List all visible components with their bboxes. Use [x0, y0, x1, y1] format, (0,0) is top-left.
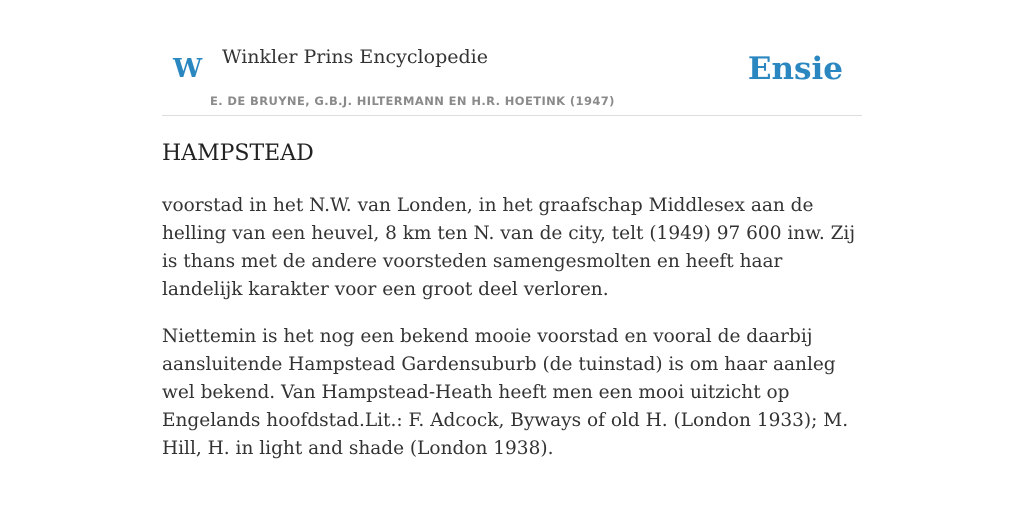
source-logo[interactable]: W [173, 54, 203, 84]
source-authors: E. DE BRUYNE, G.B.J. HILTERMANN EN H.R. HOETINK (1947) [210, 94, 615, 108]
header-divider [162, 115, 862, 116]
article-paragraph: Niettemin is het nog een bekend mooie voorstad en vooral de daarbij aansluitende Hampstead Gardensuburb (de tuinstad) is om haar aanleg wel bekend. Van Hampstead-Heath heeft men een mooi uitzicht op Engelands hoofdstad.Lit.: F. Adcock, Byways of old H. (London 1933); M. Hill, H. in light and shade (London 1938). [162, 326, 849, 459]
article-paragraph: voorstad in het N.W. van Londen, in het graafschap Middlesex aan de helling van een heuvel, 8 km ten N. van de city, telt (1949) 97 600 inw. Zij is thans met de andere voorsteden samengesmolten en heeft haar landelijk karakter voor een groot deel verloren. [162, 195, 856, 300]
source-title[interactable]: Winkler Prins Encyclopedie [222, 46, 488, 68]
article-body [162, 192, 862, 482]
ensie-logo[interactable]: Ensie [747, 51, 843, 87]
article-headword: HAMPSTEAD [162, 141, 314, 166]
